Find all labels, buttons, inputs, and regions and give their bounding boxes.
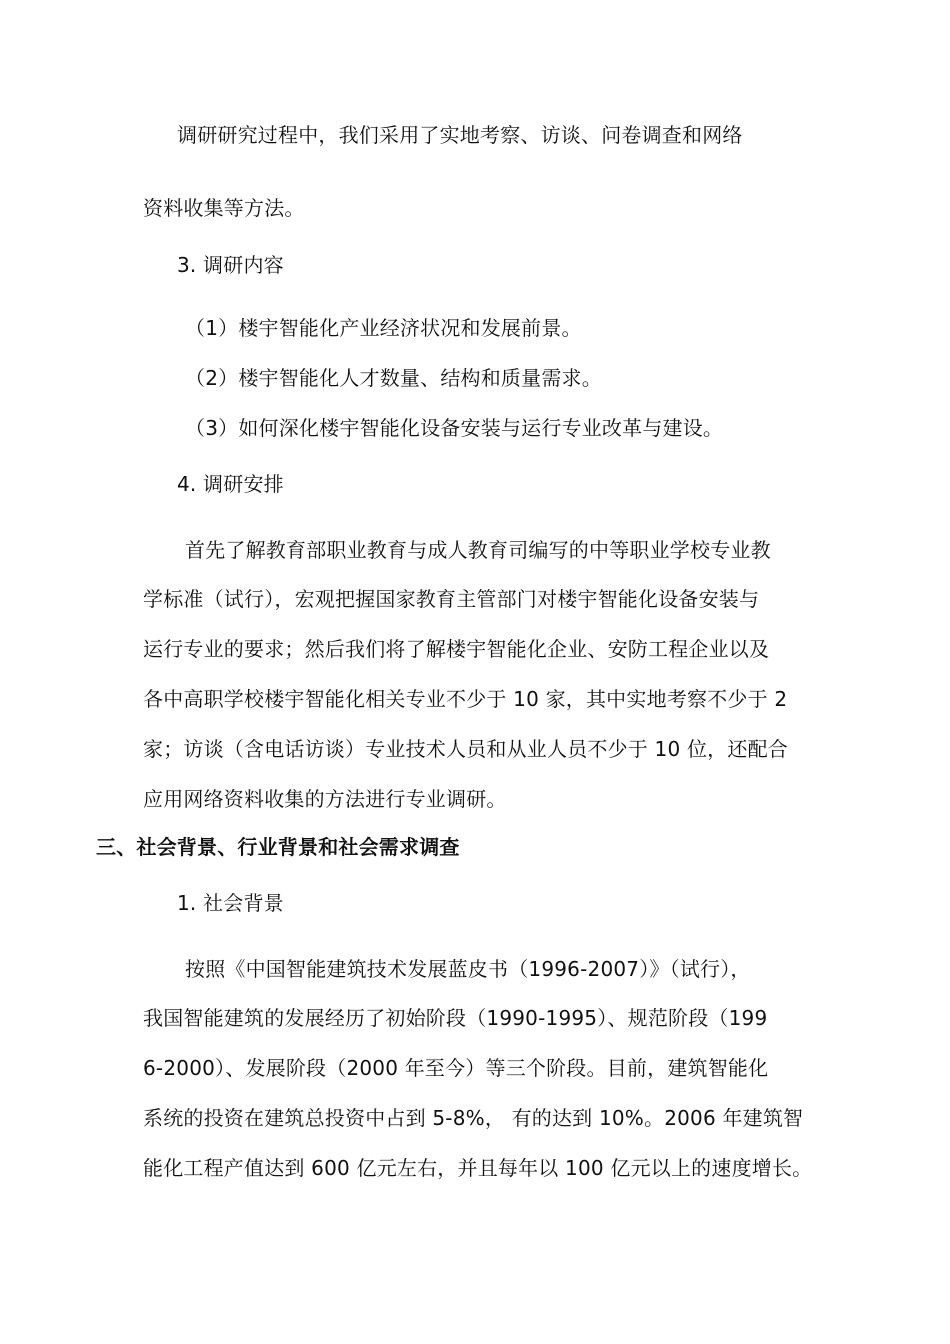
- paragraph-arrangement-line-4: 各中高职学校楼宇智能化相关专业不少于 10 家，其中实地考察不少于 2: [143, 687, 788, 711]
- paragraph-arrangement-line-6: 应用网络资料收集的方法进行专业调研。: [143, 787, 507, 811]
- paragraph-arrangement-line-1: 首先了解教育部职业教育与成人教育司编写的中等职业学校专业教: [185, 538, 771, 562]
- chapter-heading: 三、社会背景、行业背景和社会需求调查: [96, 835, 460, 859]
- section-heading-social-background: 1. 社会背景: [177, 891, 284, 915]
- paragraph-background-line-2: 我国智能建筑的发展经历了初始阶段（1990-1995）、规范阶段（199: [143, 1006, 768, 1030]
- paragraph-arrangement-line-3: 运行专业的要求；然后我们将了解楼宇智能化企业、安防工程企业以及: [143, 637, 770, 661]
- paragraph-background-line-5: 能化工程产值达到 600 亿元左右，并且每年以 100 亿元以上的速度增长。: [143, 1156, 813, 1180]
- paragraph-methods-line-2: 资料收集等方法。: [143, 196, 305, 220]
- paragraph-background-line-4: 系统的投资在建筑总投资中占到 5-8%， 有的达到 10%。2006 年建筑智: [143, 1106, 804, 1130]
- paragraph-background-line-1: 按照《中国智能建筑技术发展蓝皮书（1996-2007）》（试行），: [185, 957, 751, 981]
- section-heading-research-arrangement: 4. 调研安排: [177, 472, 284, 496]
- paragraph-methods-line-1: 调研研究过程中，我们采用了实地考察、访谈、问卷调查和网络: [177, 123, 743, 147]
- paragraph-background-line-3: 6-2000）、发展阶段（2000 年至今）等三个阶段。目前，建筑智能化: [143, 1056, 769, 1080]
- section-heading-research-content: 3. 调研内容: [177, 253, 284, 277]
- list-item-3: （3）如何深化楼宇智能化设备安装与运行专业改革与建设。: [185, 416, 724, 440]
- paragraph-arrangement-line-2: 学标准（试行），宏观把握国家教育主管部门对楼宇智能化设备安装与: [143, 587, 760, 611]
- list-item-1: （1）楼宇智能化产业经济状况和发展前景。: [185, 316, 582, 340]
- paragraph-arrangement-line-5: 家；访谈（含电话访谈）专业技术人员和从业人员不少于 10 位，还配合: [143, 737, 788, 761]
- list-item-2: （2）楼宇智能化人才数量、结构和质量需求。: [185, 366, 602, 390]
